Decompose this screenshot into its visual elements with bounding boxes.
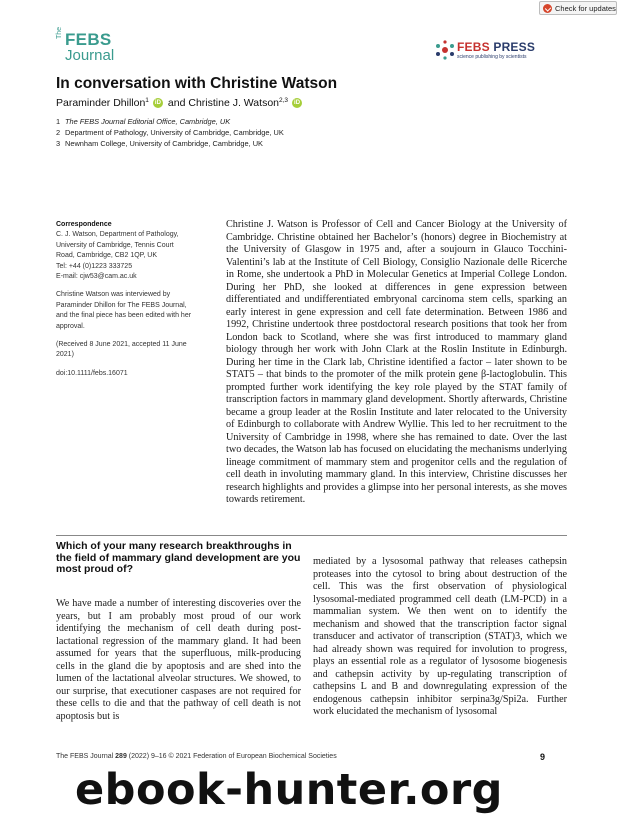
logo-the: The (56, 26, 63, 39)
aff-text: The FEBS Journal Editorial Office, Cambridge, UK (65, 117, 231, 126)
author-1-sup: 1 (145, 96, 149, 104)
correspondence-line: Tel: +44 (0)1223 333725 (56, 262, 133, 270)
press-febs: FEBS (457, 40, 490, 54)
logo-journal: Journal (65, 47, 115, 64)
affiliation-1 (56, 117, 230, 126)
aff-text: Newnham College, University of Cambridge, Cambridge, UK (65, 139, 263, 148)
dates-line: (Received 8 June 2021, accepted 11 June (56, 341, 187, 349)
note-line: Paraminder Dhillon for The FEBS Journal, (56, 301, 187, 309)
press-tagline: science publishing by scientists (457, 54, 527, 60)
watermark: ebook-hunter.org (75, 765, 503, 815)
press-press: PRESS (493, 40, 536, 54)
aff-num: 3 (56, 139, 61, 148)
author-2-sup: 2,3 (279, 96, 289, 104)
press-name (457, 40, 535, 54)
footer-citation (56, 753, 337, 760)
note-line: Christine Watson was interviewed by (56, 291, 171, 299)
check-updates-label: Check for updates (555, 3, 616, 13)
page-number: 9 (540, 752, 546, 762)
section-divider (56, 535, 567, 536)
author-2: and Christine J. Watson (167, 97, 279, 109)
note-line: approval. (56, 322, 85, 330)
question-heading: Which of your many research breakthroughs in the field of mammary gland development are you most proud of? (56, 540, 301, 576)
answer-left-column: We have made a number of interesting discoveries over the years, but I am probably most proud of our work identifying the mechanism of cell death during post-lactational regression of the mammary gland. It had been assumed for years that the superfluous, milk-producing cells in the gland die by apoptosis and are shed into the lumen of the lactational alveolar structures. We showed, to our surprise, that executioner caspases are not required for these cells to die and that the pathway of cell death is not apoptosis but is (56, 598, 301, 722)
footer-rest: (2022) 9–16 © 2021 Federation of European Biochemical Societies (128, 753, 337, 760)
affiliation-2 (56, 128, 284, 137)
correspondence-heading: Correspondence (56, 221, 112, 228)
aff-num: 1 (56, 117, 61, 126)
logo-febs: FEBS (65, 30, 112, 49)
orcid-icon[interactable]: iD (154, 100, 161, 106)
check-for-updates-button[interactable] (539, 1, 617, 15)
aff-num: 2 (56, 128, 61, 137)
affiliation-3 (56, 139, 263, 148)
intro-paragraph: Christine J. Watson is Professor of Cell and Cancer Biology at the University of Cambridge. Christine obtained her Bachelor’s (honors) degree in Biochemistry at the University of Glasgow in 1975 and, after a soujourn in Glauco Tocchini-Valentini’s lab at the Institute of Cell Biology, Consiglio Nazionale delle Ricerche in Rome, she undertook a PhD in Molecular Genetics at Imperial College London. During her PhD, she looked at differences in gene expression between differentiated and undifferentiated embryonal carcinoma stem cells, sparking an early interest in gene expression and cell fate determination. Between 1986 and 1992, Christine undertook three postdoctoral research positions that took her from London back to Scotland, where she was first introduced to mammary gland biology through her work with John Clark at the Roslin Institute in Edinburgh. During her time in the Clark lab, Christine identified a factor – later shown to be STAT5 – that binds to the promoter of the milk protein gene β-lactoglobulin. This prompted further work identifying the key role played by the STAT family of transcription factors in mammary gland development. Shortly afterwards, Christine became a group leader at the Roslin Institute and later relocated to the University of Edinburgh to collaborate with Andrew Wyllie. This led to her recruitment to the University of Cambridge in 1998, where she has remained to date. Over the last two decades, the Watson lab has focused on elucidating the mechanisms underlying lineage commitment of mammary stem and progenitor cells and the regulation of cell death in involuting mammary gland. In this interview, Christine discusses her research highlights and provides a glimpse into her personal interests, as she moves towards retirement. (226, 219, 567, 505)
aff-text: Department of Pathology, University of Cambridge, Cambridge, UK (65, 128, 284, 137)
article-title: In conversation with Christine Watson (56, 75, 338, 92)
correspondence-line: University of Cambridge, Tennis Court (56, 241, 174, 249)
correspondence-line: Road, Cambridge, CB2 1QP, UK (56, 252, 158, 260)
doi-link[interactable]: doi:10.1111/febs.16071 (56, 369, 128, 377)
note-line: and the final piece has been edited with her (56, 312, 192, 320)
footer-volume: 289 (115, 753, 127, 760)
answer-right-column: mediated by a lysosomal pathway that releases cathepsin proteases into the cytosol to bring about destruction of the cell. This was the first observation of physiological lysosomal-mediated programmed cell death (LM-PCD) in a mammalian system. We then went on to identify the mechanism and showed that the transcription factor signal transducer and activator of transcription (STAT)3, which we had already shown was required for involution to progress, plays an essential role as a regulator of lysosome biogenesis and cathepsin activity by up-regulating transcription of cathepsins L and B and downregulating expression of the endogenous cathepsin inhibitor serpina3g/Spi2a. Further work elucidated the mechanism of lysosomal (313, 556, 567, 717)
febs-press-logo (435, 40, 565, 66)
author-1: Paraminder Dhillon (56, 97, 146, 109)
dates-line: 2021) (56, 351, 74, 359)
febs-journal-logo (56, 26, 126, 68)
correspondence-line: C. J. Watson, Department of Pathology, (56, 231, 179, 239)
orcid-icon[interactable]: iD (294, 100, 301, 106)
sidebar (56, 220, 216, 379)
author-line (56, 97, 307, 109)
correspondence-email[interactable]: E-mail: cjw53@cam.ac.uk (56, 273, 137, 281)
check-updates-icon (543, 4, 552, 13)
molecule-icon (435, 40, 455, 60)
footer-journal: The FEBS Journal (56, 753, 114, 760)
